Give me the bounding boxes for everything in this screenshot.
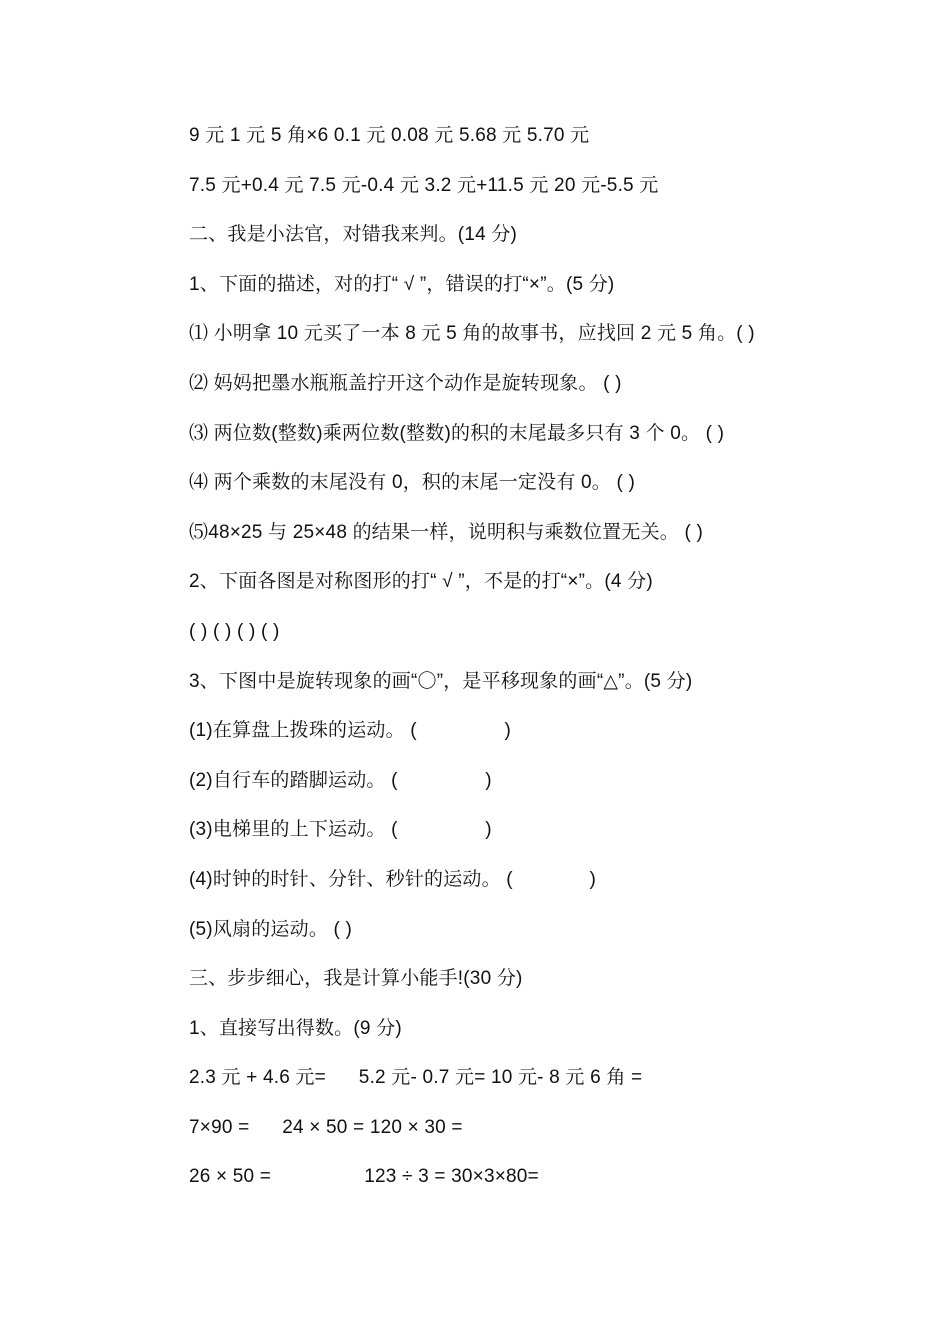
document-body: [189, 118, 889, 1209]
calc-row-1: 2.3 元 + 4.6 元= 5.2 元- 0.7 元= 10 元- 8 元 6 角 =: [189, 1067, 643, 1089]
calc-row-2: 7×90 = 24 × 50 = 120 × 30 =: [189, 1116, 463, 1138]
motion-item-3: (3)电梯里的上下运动。 ( ): [189, 819, 492, 841]
calc-row-3: 26 × 50 = 123 ÷ 3 = 30×3×80=: [189, 1166, 539, 1188]
judgement-item-1: ⑴ 小明拿 10 元买了一本 8 元 5 角的故事书，应找回 2 元 5 角。( ): [189, 323, 755, 345]
question-2-3-instruction: 3、下图中是旋转现象的画“〇”，是平移现象的画“△”。(5 分): [189, 670, 693, 692]
section-two-heading: 二、我是小法官，对错我来判。(14 分): [189, 224, 518, 246]
money-calc-row: 7.5 元+0.4 元 7.5 元-0.4 元 3.2 元+11.5 元 20 元-5.5 元: [189, 174, 659, 196]
question-2-2-instruction: 2、下面各图是对称图形的打“ √ ”，不是的打“×”。(4 分): [189, 571, 653, 593]
judgement-item-2: ⑵ 妈妈把墨水瓶瓶盖拧开这个动作是旋转现象。 ( ): [189, 372, 622, 394]
section-three-heading: 三、步步细心，我是计算小能手!(30 分): [189, 968, 523, 990]
judgement-item-5: ⑸48×25 与 25×48 的结果一样，说明积与乘数位置无关。 ( ): [189, 521, 703, 543]
question-3-1-instruction: 1、直接写出得数。(9 分): [189, 1017, 402, 1039]
motion-item-1: (1)在算盘上拨珠的运动。 ( ): [189, 720, 512, 742]
judgement-item-3: ⑶ 两位数(整数)乘两位数(整数)的积的末尾最多只有 3 个 0。 ( ): [189, 422, 725, 444]
question-2-1-instruction: 1、下面的描述，对的打“ √ ”，错误的打“×”。(5 分): [189, 273, 615, 295]
motion-item-5: (5)风扇的运动。 ( ): [189, 918, 353, 940]
motion-item-4: (4)时钟的时针、分针、秒针的运动。 ( ): [189, 868, 597, 890]
money-units-row: 9 元 1 元 5 角×6 0.1 元 0.08 元 5.68 元 5.70 元: [189, 125, 590, 146]
motion-item-2: (2)自行车的踏脚运动。 ( ): [189, 769, 492, 791]
symmetry-answer-blanks: ( ) ( ) ( ) ( ): [189, 620, 280, 642]
judgement-item-4: ⑷ 两个乘数的末尾没有 0，积的末尾一定没有 0。 ( ): [189, 472, 635, 494]
